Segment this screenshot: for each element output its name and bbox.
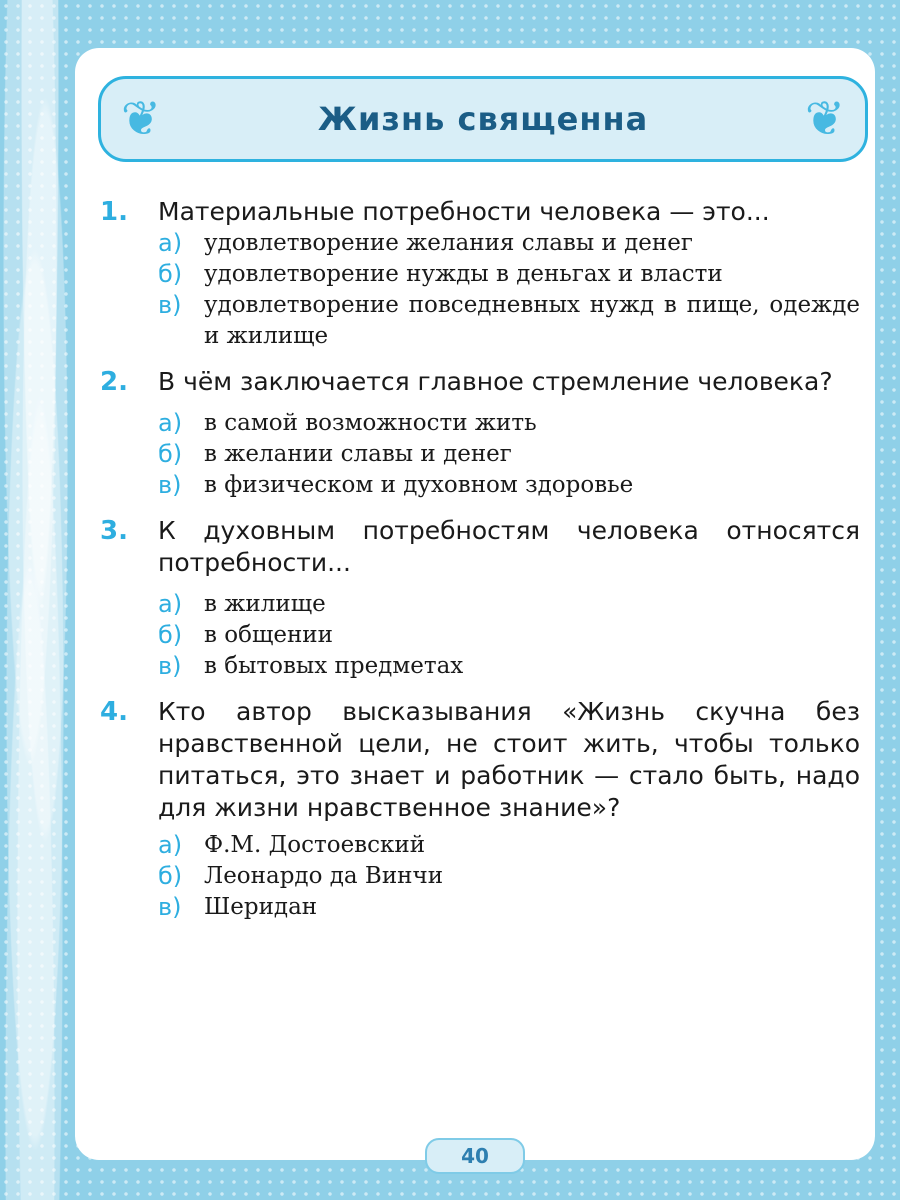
option-text: удовлетворение повседневных нужд в пище, одежде и жилище (204, 292, 860, 349)
page-number: 40 (461, 1144, 489, 1168)
option-text: в общении (204, 622, 333, 648)
question-number: 4. (100, 697, 128, 727)
page-title: Жизнь священна (317, 100, 649, 138)
floral-ornament-icon: ❦ (804, 91, 846, 147)
question-3 (100, 515, 860, 682)
answer-option (158, 892, 860, 923)
question-number: 3. (100, 516, 128, 546)
answer-option (158, 408, 860, 439)
question-number: 2. (100, 367, 128, 397)
answer-option (158, 290, 860, 352)
floral-ornament-icon: ❦ (120, 91, 162, 147)
option-text: Шеридан (204, 894, 318, 920)
option-text: удовлетворение нужды в деньгах и власти (204, 261, 723, 287)
answer-option (158, 651, 860, 682)
option-text: в жилище (204, 591, 326, 617)
question-text: Материальные потребности человека — это... (158, 197, 770, 226)
option-text: в самой возможности жить (204, 410, 537, 436)
option-letter: б) (158, 862, 183, 890)
option-text: удовлетворение желания славы и денег (204, 230, 693, 256)
question-text: К духовным потребностям человека относятся потребности... (158, 516, 860, 577)
option-letter: в) (158, 893, 182, 921)
option-text: в физическом и духовном здоровье (204, 472, 634, 498)
answer-option (158, 259, 860, 290)
option-text: в бытовых предметах (204, 653, 464, 679)
option-letter: а) (158, 229, 183, 257)
floral-ornament (0, 0, 80, 1200)
answer-option (158, 439, 860, 470)
answer-option (158, 589, 860, 620)
answer-option (158, 830, 860, 861)
page-number-tab (425, 1138, 525, 1174)
option-letter: а) (158, 409, 183, 437)
option-text: в желании славы и денег (204, 441, 512, 467)
question-text: Кто автор высказывания «Жизнь скучна без нравственной цели, не стоит жить, чтобы только питаться, это знает и работник — стало быть, надо для жизни нравственное знание»? (158, 697, 860, 822)
option-text: Леонардо да Винчи (204, 863, 444, 889)
answer-option (158, 228, 860, 259)
question-1 (100, 196, 860, 352)
answer-option (158, 620, 860, 651)
title-banner (98, 76, 868, 162)
option-letter: б) (158, 260, 183, 288)
option-letter: б) (158, 621, 183, 649)
answer-option (158, 861, 860, 892)
question-4 (100, 696, 860, 923)
option-letter: в) (158, 291, 182, 319)
option-letter: а) (158, 831, 183, 859)
answer-option (158, 470, 860, 501)
option-letter: в) (158, 471, 182, 499)
questions-list (100, 196, 860, 937)
option-letter: в) (158, 652, 182, 680)
option-text: Ф.М. Достоевский (204, 832, 426, 858)
option-letter: б) (158, 440, 183, 468)
question-number: 1. (100, 197, 128, 227)
option-letter: а) (158, 590, 183, 618)
question-2 (100, 366, 860, 501)
question-text: В чём заключается главное стремление человека? (158, 367, 833, 396)
